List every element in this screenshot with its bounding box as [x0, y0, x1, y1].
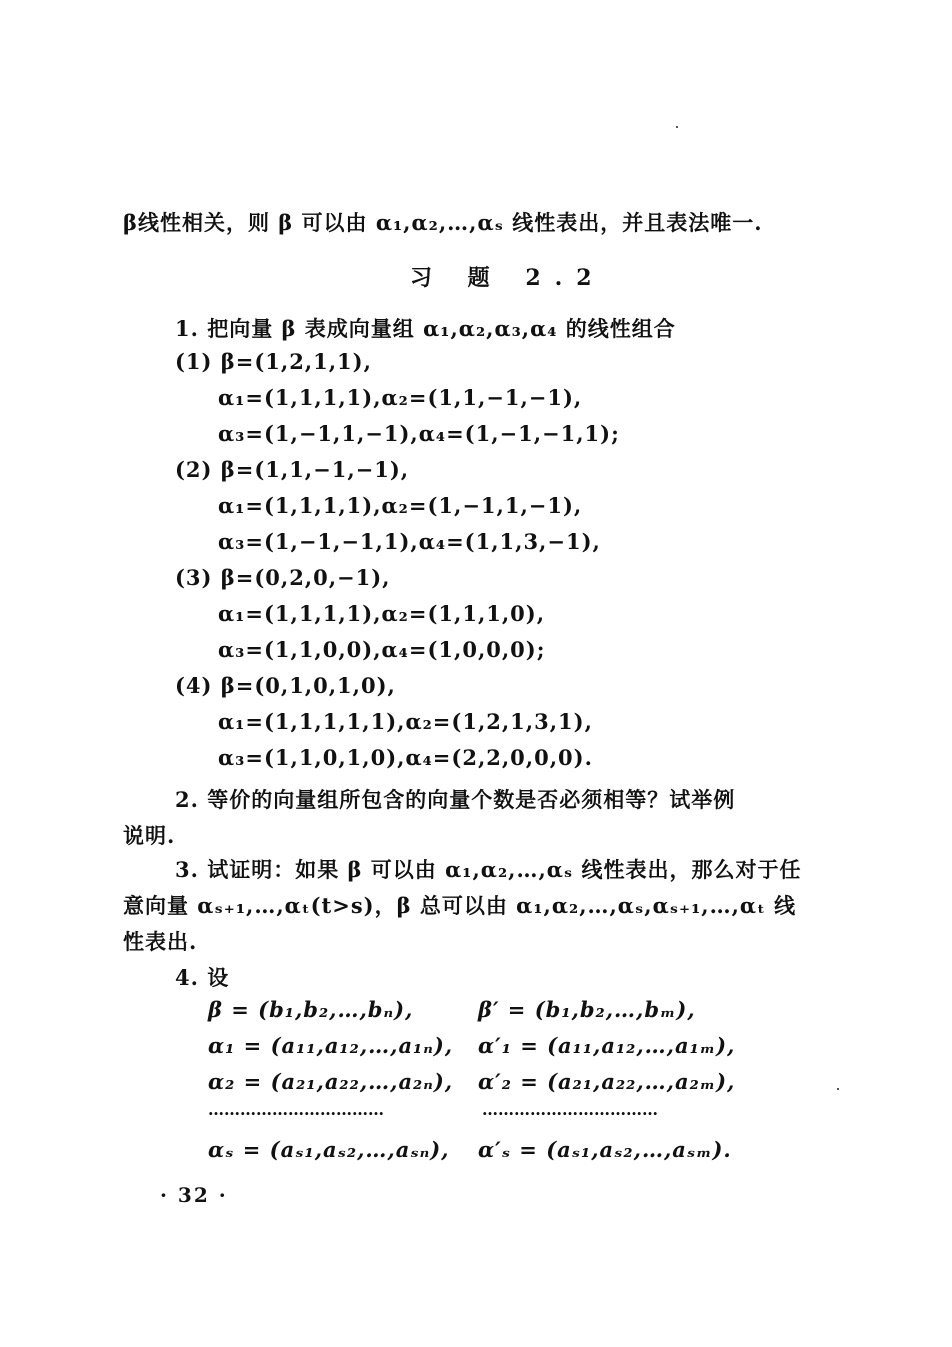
exercise-1-part-2-beta: (2) β=(1,1,−1,−1), [175, 457, 410, 482]
exercise-3-line-2: 意向量 αₛ₊₁,…,αₜ(t>s)，β 总可以由 α₁,α₂,…,αₛ,αₛ₊₁,…,αₜ 线 [123, 893, 797, 918]
exercise-1-part-2-alpha12: α₁=(1,1,1,1),α₂=(1,−1,1,−1), [218, 493, 583, 518]
scan-speck [837, 1088, 839, 1090]
exercise-1-part-4-alpha12: α₁=(1,1,1,1,1),α₂=(1,2,1,3,1), [218, 709, 593, 734]
exercise-4-left-row-5: αₛ = (aₛ₁,aₛ₂,…,aₛₙ), [208, 1137, 450, 1162]
exercise-1-part-3-alpha12: α₁=(1,1,1,1),α₂=(1,1,1,0), [218, 601, 546, 626]
exercise-2-line-1: 2. 等价的向量组所包含的向量个数是否必须相等？试举例 [175, 787, 736, 812]
exercise-4-left-row-2: α₁ = (a₁₁,a₁₂,…,a₁ₙ), [208, 1033, 454, 1058]
exercise-4-right-row-1: β′ = (b₁,b₂,…,bₘ), [478, 997, 696, 1022]
exercise-3-line-3: 性表出. [123, 929, 198, 954]
section-heading: 习 题 2.2 [410, 265, 606, 291]
exercise-1-part-4-alpha34: α₃=(1,1,0,1,0),α₄=(2,2,0,0,0). [218, 745, 593, 770]
scan-speck [676, 126, 678, 128]
exercise-3-line-1: 3. 试证明：如果 β 可以由 α₁,α₂,…,αₛ 线性表出，那么对于任 [175, 857, 802, 882]
exercise-4-left-row-1: β = (b₁,b₂,…,bₙ), [208, 997, 414, 1022]
exercise-1-part-1-alpha12: α₁=(1,1,1,1),α₂=(1,1,−1,−1), [218, 385, 583, 410]
exercise-4-right-row-5: α′ₛ = (aₛ₁,aₛ₂,…,aₛₘ). [478, 1137, 732, 1162]
exercise-4-right-row-3: α′₂ = (a₂₁,a₂₂,…,a₂ₘ), [478, 1069, 736, 1094]
exercise-1-part-3-beta: (3) β=(0,2,0,−1), [175, 565, 391, 590]
exercise-1-stem: 1. 把向量 β 表成向量组 α₁,α₂,α₃,α₄ 的线性组合 [175, 316, 676, 341]
exercise-1-part-2-alpha34: α₃=(1,−1,−1,1),α₄=(1,1,3,−1), [218, 529, 601, 554]
exercise-4-stem: 4. 设 [175, 965, 230, 990]
exercise-1-part-1-beta: (1) β=(1,2,1,1), [175, 349, 372, 374]
exercise-4-left-dots: …………………………… [208, 1100, 384, 1119]
top-line: β线性相关，则 β 可以由 α₁,α₂,…,αₛ 线性表出，并且表法唯一. [123, 210, 763, 235]
page-number: · 32 · [160, 1183, 228, 1207]
exercise-1-part-4-beta: (4) β=(0,1,0,1,0), [175, 673, 396, 698]
exercise-4-left-row-3: α₂ = (a₂₁,a₂₂,…,a₂ₙ), [208, 1069, 454, 1094]
exercise-2-line-2: 说明. [123, 823, 176, 848]
exercise-4-right-row-2: α′₁ = (a₁₁,a₁₂,…,a₁ₘ), [478, 1033, 736, 1058]
exercise-1-part-3-alpha34: α₃=(1,1,0,0),α₄=(1,0,0,0); [218, 637, 546, 662]
exercise-4-right-dots: …………………………… [482, 1100, 658, 1119]
exercise-1-part-1-alpha34: α₃=(1,−1,1,−1),α₄=(1,−1,−1,1); [218, 421, 620, 446]
